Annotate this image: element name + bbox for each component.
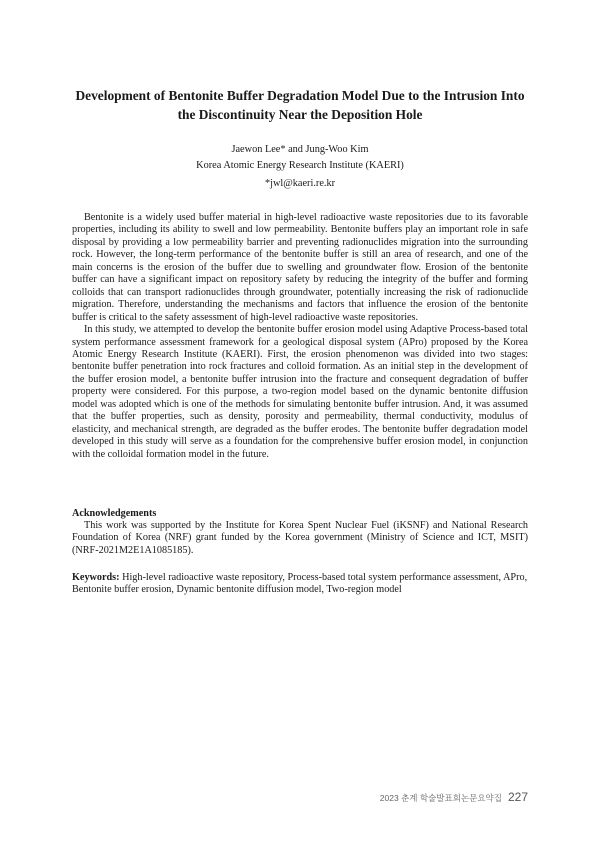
title-line-1: Development of Bentonite Buffer Degradation Model Due to the Intrusion Into (75, 88, 525, 103)
page-footer (380, 790, 528, 804)
acknowledgements-text: This work was supported by the Institute for Korea Spent Nuclear Fuel (iKSNF) and National Research Foundation of Korea (NRF) grant funded by the Korea government (Ministry of Science and ICT, MSIT) (NRF-2021M2E1A1085185). (72, 520, 528, 556)
keywords-text: High-level radioactive waste repository, Process-based total system performance assessment, APro, Bentonite buffer erosion, Dynamic bentonite diffusion model, Two-region model (72, 572, 528, 596)
paper-title (60, 86, 540, 124)
proceedings-title: 2023 춘계 학술발표회논문요약집 (379, 793, 502, 803)
acknowledgements-heading: Acknowledgements (72, 508, 157, 519)
keywords-label: Keywords: (72, 572, 120, 583)
title-line-2: the Discontinuity Near the Deposition Hole (177, 107, 423, 122)
contact-email: *jwl@kaeri.re.kr (264, 178, 336, 189)
abstract-paragraph-1: Bentonite is a widely used buffer material in high-level radioactive waste repositories due to its favorable properties, including its ability to swell and low permeability. Bentonite buffers play an important role in safe disposal by providing a low permeability barrier and preventing radionuclides migration into the surrounding rock. However, the long-term performance of the bentonite buffer is still an area of research, and one of the main concerns is the erosion of the buffer due to swelling and groundwater flow. Erosion of the bentonite buffer can have a significant impact on repository safety by reducing the integrity of the buffer and forming colloids that can transport radionuclides through groundwater, potentially increasing the risk of radionuclide migration. Therefore, understanding the mechanisms and factors that influence the erosion of the bentonite buffer is critical to the safety assessment of high-level radioactive waste repositories. (72, 212, 528, 323)
page-number: 227 (507, 790, 528, 804)
authors: Jaewon Lee* and Jung-Woo Kim (231, 144, 369, 155)
keywords (72, 572, 528, 597)
abstract-paragraph-2: In this study, we attempted to develop the bentonite buffer erosion model using Adaptive Process-based total system performance assessment framework for a geological disposal system (APro) proposed by the Korea Atomic Energy Research Institute (KAERI). First, the erosion phenomenon was divided into two stages: bentonite buffer penetration into rock fractures and colloid formation. As an initial step in the development of the buffer erosion model, a bentonite buffer intrusion into the fracture and consequent degradation of buffer property were considered. For this purpose, a two-region model based on the dynamic bentonite diffusion model was adopted which is one of the methods for simulating bentonite buffer intrusion. And, it was assumed that the buffer properties, such as density, porosity and permeability, thermal conductivity, modulus of elasticity, and mechanical strength, are degraded as the buffer erodes. The bentonite buffer degradation model developed in this study will serve as a foundation for the comprehensive buffer erosion model, in conjunction with the colloidal formation model in the future. (72, 324, 528, 460)
affiliation: Korea Atomic Energy Research Institute (KAERI) (196, 160, 404, 171)
abstract-body (72, 212, 528, 461)
